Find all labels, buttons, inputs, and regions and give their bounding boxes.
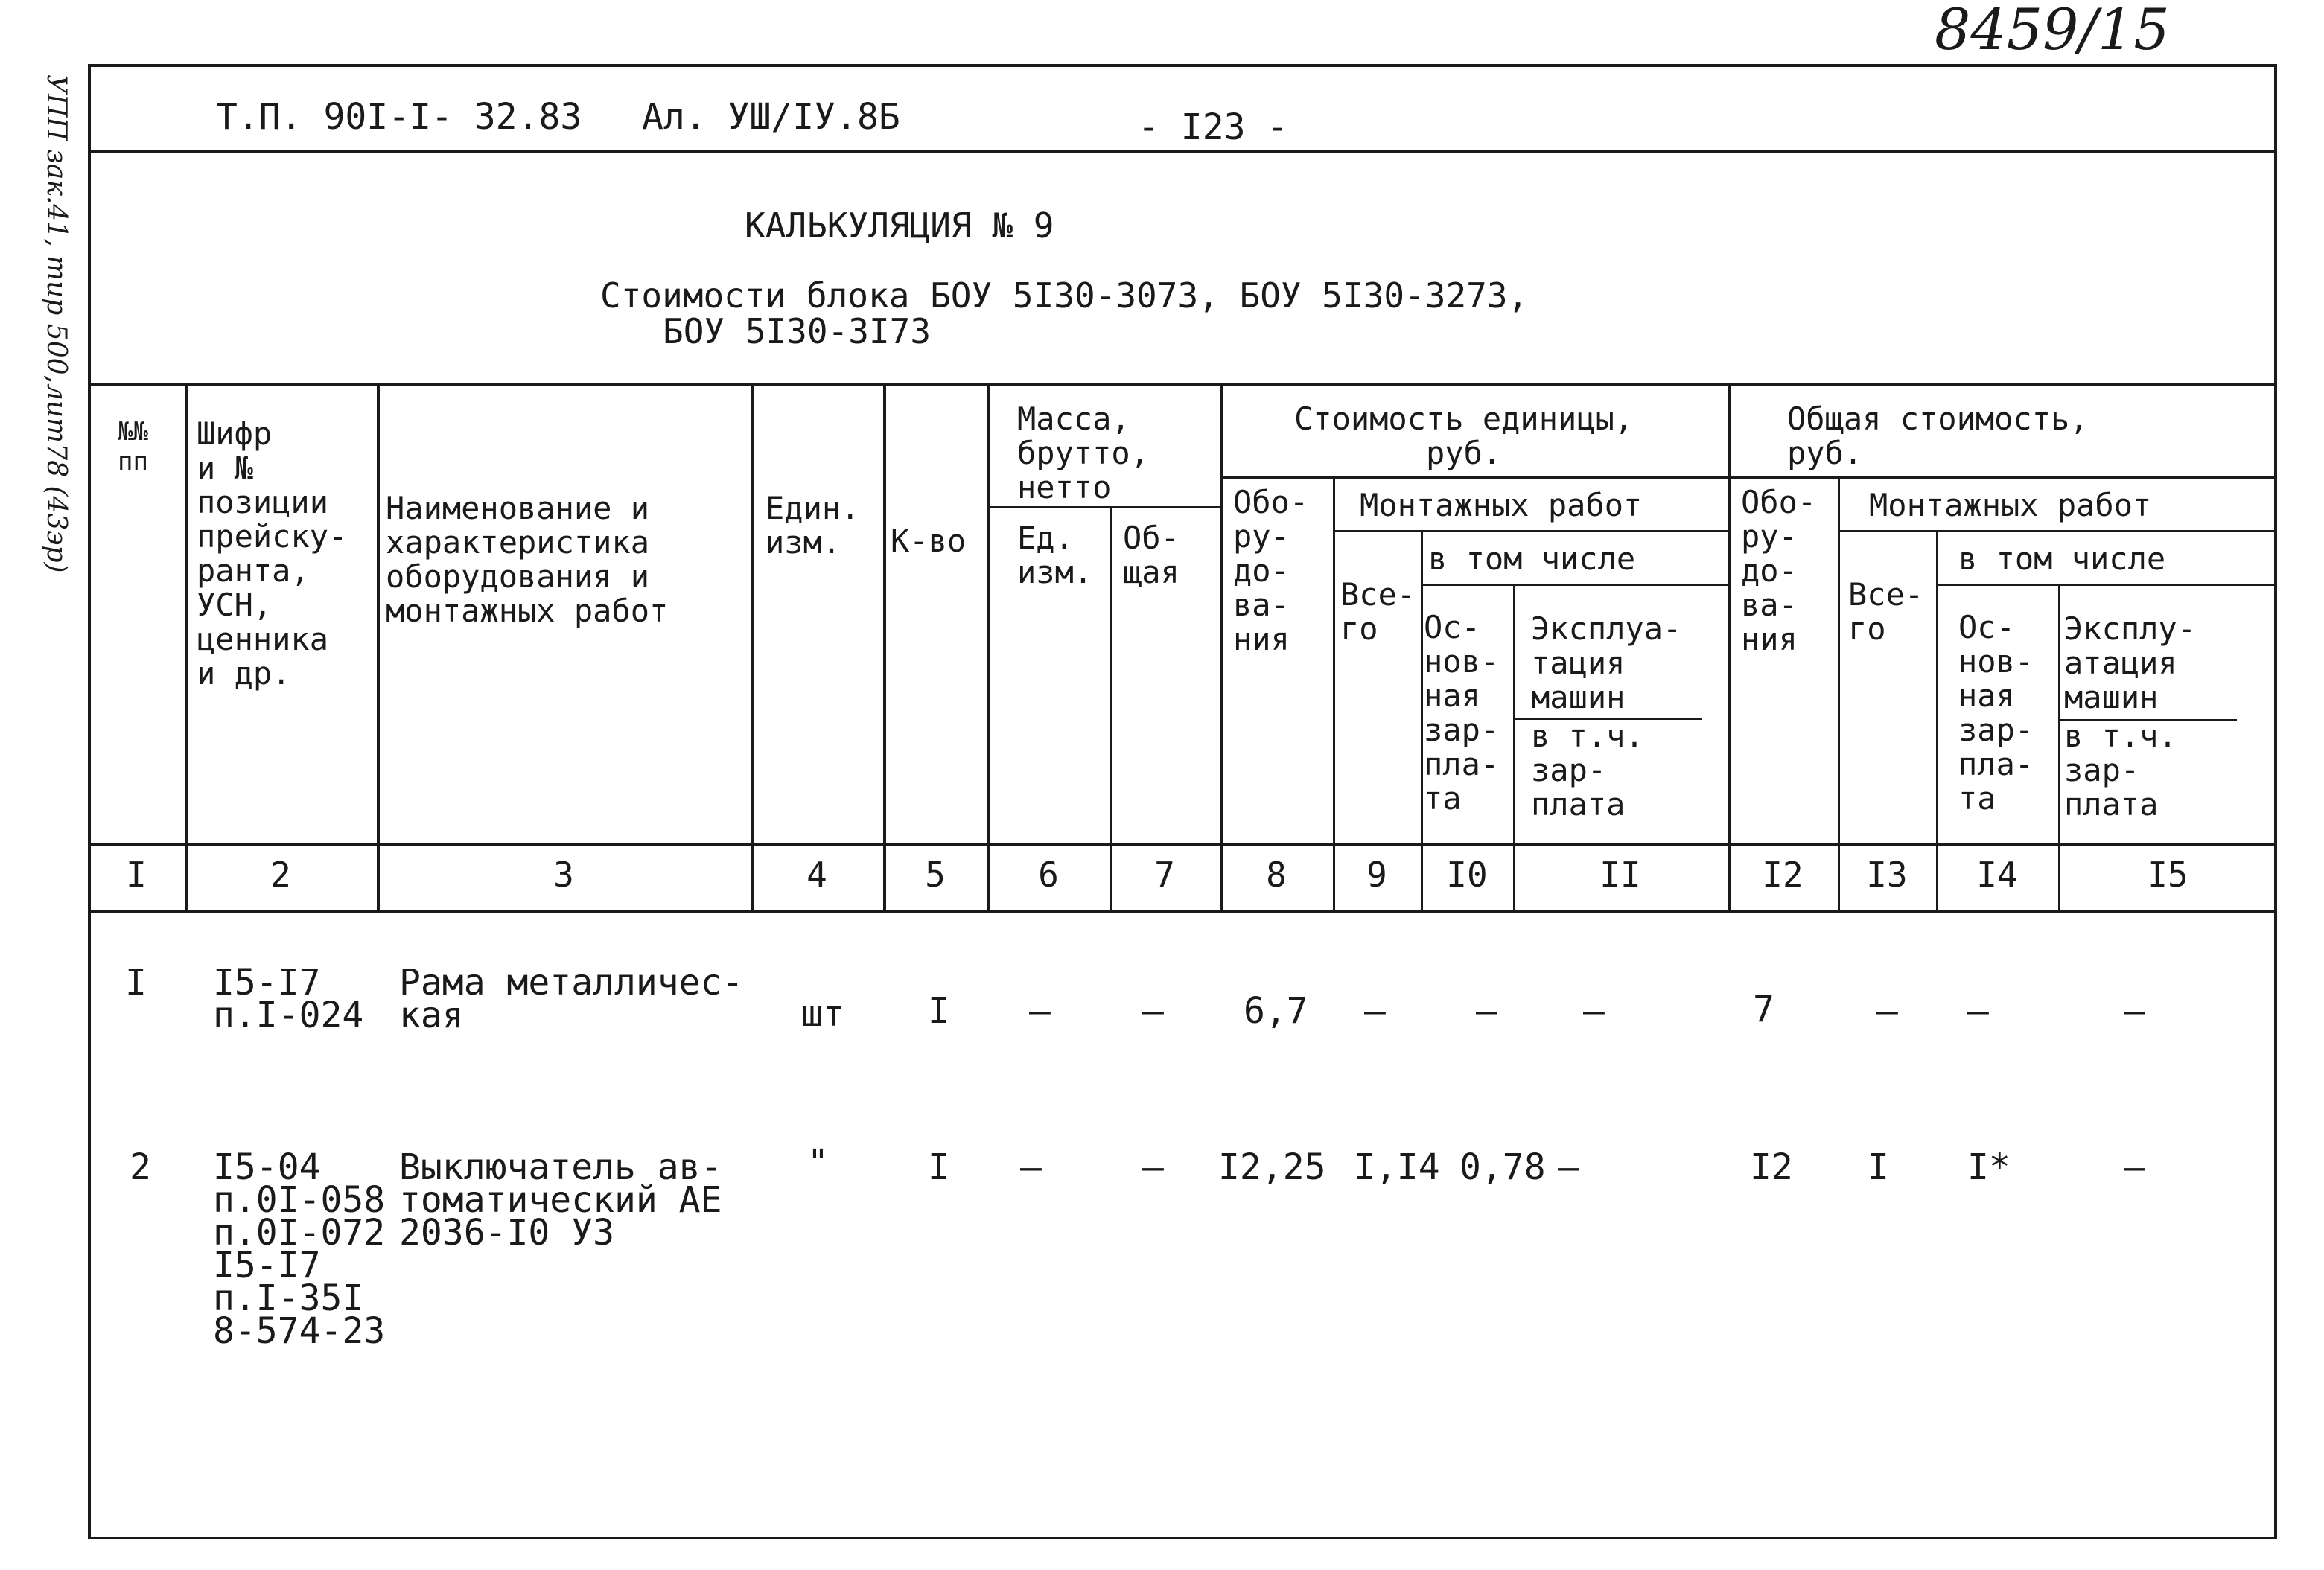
row-base-pay: 0,78 [1459, 1146, 1546, 1188]
row-total-base-pay: – [1967, 990, 1989, 1032]
row-total-mount: I [1868, 1146, 1889, 1188]
row-code: I5-04 п.0I-058 п.0I-072 I5-I7 п.I-35I 8-574-23 [213, 1146, 386, 1352]
row-index: I [125, 962, 147, 1003]
col-sep-13 [1936, 530, 1938, 910]
col-sep-7 [1220, 383, 1223, 910]
total-mount-sub-line [1838, 530, 2277, 532]
page-number: - I23 - [1138, 106, 1289, 148]
col-number-14: I4 [1976, 855, 2018, 895]
archive-stamp: 8459/15 [1935, 0, 2170, 63]
col-number-11: II [1599, 855, 1641, 895]
col-sep-6 [1110, 506, 1112, 910]
col-header-index: №№ пп [118, 417, 148, 476]
col-number-10: I0 [1446, 855, 1488, 895]
row-total-equipment: I2 [1750, 1146, 1793, 1188]
row-name: Выключатель ав- томатический АЕ 2036-I0 УЗ [399, 1146, 722, 1254]
col-header-total-mount: Монтажных работ [1869, 487, 2152, 523]
col-header-total-cost-group: Общая стоимость, руб. [1787, 401, 2089, 471]
total-incl-sub-line [1936, 584, 2277, 586]
col-sep-3 [751, 383, 754, 910]
project-code: Т.П. 90I-I- 32.83 [216, 96, 582, 138]
col-number-4: 4 [806, 855, 827, 895]
col-sep-12 [1838, 476, 1840, 910]
col-number-13: I3 [1866, 855, 1908, 895]
col-header-total-incl: в том числе [1958, 540, 2166, 577]
col-sep-8 [1333, 476, 1335, 910]
row-unit: шт [801, 993, 844, 1035]
row-equipment: I2,25 [1218, 1146, 1326, 1188]
margin-note: УПП зак.41, тир 500,лит78 (43эр) [41, 74, 71, 573]
row-total-equipment: 7 [1753, 989, 1774, 1030]
col-number-9: 9 [1366, 855, 1387, 895]
unit-incl-sub-line [1421, 584, 1728, 586]
document-subtitle-line2: БОУ 5I30-3I73 [663, 311, 932, 351]
mass-sub-line [987, 506, 1220, 508]
col-number-12: I2 [1762, 855, 1804, 895]
cost-sub-line [1220, 476, 2277, 479]
row-mass-total: – [1142, 990, 1164, 1032]
row-total-base-pay: I* [1967, 1146, 2011, 1188]
row-mount-total: – [1364, 990, 1386, 1032]
album-number: Ал. УШ/IУ.8Б [642, 96, 900, 138]
col-number-6: 6 [1038, 855, 1059, 895]
col-number-15: I5 [2147, 855, 2188, 895]
col-header-unit-equipment: Обо- ру- до- ва- ния [1233, 484, 1309, 657]
row-total-mount: – [1876, 990, 1898, 1032]
row-name: Рама металличес- кая [399, 962, 744, 1036]
col-header-unit-base-pay: Ос- нов- ная зар- пла- та [1424, 609, 1500, 817]
document-heading: КАЛЬКУЛЯЦИЯ № 9 [745, 205, 1054, 246]
col-sep-4 [883, 383, 886, 910]
col-sep-9 [1421, 530, 1423, 910]
mass-group-text: Масса, брутто, нетто [1017, 401, 1150, 505]
col-header-unit-mount-total: Все- го [1340, 576, 1416, 647]
row-mount-total: I,I4 [1354, 1146, 1440, 1188]
row-unit: " [807, 1142, 829, 1184]
col-header-unit-cost-group: Стоимость единицы, руб. [1294, 401, 1634, 471]
col-header-unit-incl: в том числе [1428, 540, 1636, 577]
row-mass-unit: – [1020, 1146, 1042, 1188]
col-number-8: 8 [1266, 855, 1287, 895]
col-header-unit-machines: Эксплуа- тация машин [1531, 610, 1682, 715]
table-top-line [88, 383, 2277, 386]
col-header-qty: К-во [891, 523, 967, 559]
col-header-mass-group [1017, 402, 1149, 505]
col-header-mass-total: Об- щая [1123, 520, 1179, 590]
row-total-machines: – [2124, 990, 2145, 1032]
unit-mount-sub-line [1333, 530, 1728, 532]
col-header-total-mount-total: Все- го [1848, 576, 1924, 647]
col-header-total-machines-pay: в т.ч. зар- плата [2064, 718, 2177, 823]
col-number-5: 5 [925, 855, 946, 895]
col-header-unit-mount: Монтажных работ [1360, 487, 1643, 523]
col-sep-2 [377, 383, 380, 910]
colnum-bottom-line [88, 910, 2277, 913]
col-number-7: 7 [1154, 855, 1175, 895]
row-code: I5-I7 п.I-024 [213, 962, 364, 1036]
col-header-name: Наименование и характеристика оборудования и монтажных работ [386, 490, 669, 629]
header-bottom-line [88, 843, 2277, 846]
col-header-code: Шифр и № позиции прейску- ранта, УСН, ценника и др. [197, 415, 348, 692]
row-mass-unit: – [1029, 990, 1051, 1032]
col-header-unit: Един. изм. [765, 490, 860, 561]
row-machines: – [1558, 1146, 1579, 1188]
document-subtitle-line1: Стоимости блока БОУ 5I30-3073, БОУ 5I30-3273, [600, 275, 1529, 316]
row-qty: I [928, 990, 949, 1032]
col-sep-1 [185, 383, 188, 910]
row-equipment: 6,7 [1244, 990, 1308, 1032]
row-machines: – [1583, 990, 1605, 1032]
col-header-total-machines: Эксплу- атация машин [2064, 610, 2197, 715]
col-sep-5 [987, 383, 990, 910]
header-divider [88, 150, 2277, 153]
row-total-machines: – [2124, 1146, 2145, 1188]
col-number-1: I [126, 855, 147, 895]
col-number-2: 2 [270, 855, 291, 895]
row-index: 2 [130, 1146, 151, 1188]
row-mass-total: – [1142, 1146, 1164, 1188]
col-number-3: 3 [553, 855, 574, 895]
row-base-pay: – [1476, 990, 1497, 1032]
col-sep-11 [1728, 383, 1731, 910]
col-header-mass-unit: Ед. изм. [1017, 520, 1093, 590]
col-header-total-equipment: Обо- ру- до- ва- ния [1741, 484, 1817, 657]
col-header-unit-machines-pay: в т.ч. зар- плата [1531, 718, 1644, 823]
row-qty: I [928, 1146, 949, 1188]
col-header-total-base-pay: Ос- нов- ная зар- пла- та [1958, 609, 2034, 817]
